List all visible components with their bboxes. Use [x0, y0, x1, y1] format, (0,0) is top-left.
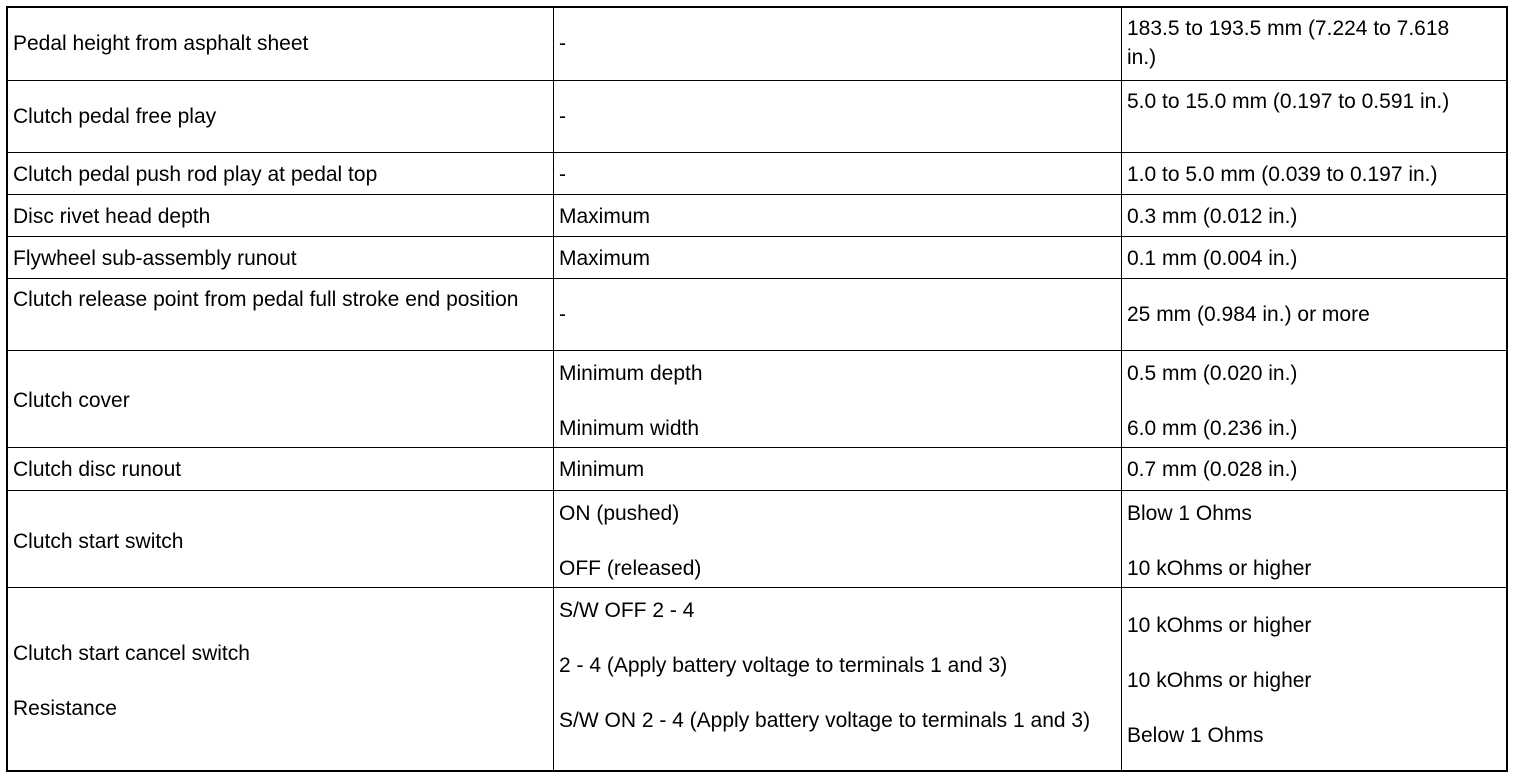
value-cell — [1122, 81, 1506, 152]
condition-text: Maximum — [559, 247, 651, 270]
value-cell — [1122, 588, 1506, 770]
table-row — [8, 194, 1506, 236]
table-row — [8, 587, 1506, 770]
value-cell — [1122, 279, 1506, 350]
table-row — [8, 447, 1506, 490]
item-cell — [8, 8, 554, 80]
condition-cell — [554, 195, 1122, 236]
table-row — [8, 236, 1506, 278]
value-cell — [1122, 195, 1506, 236]
value-text: 10 kOhms or higher — [1127, 557, 1312, 580]
condition-cell — [554, 153, 1122, 194]
item-text: Clutch disc runout — [13, 458, 182, 481]
value-text: 10 kOhms or higher — [1127, 669, 1312, 692]
condition-text: S/W OFF 2 - 4 — [559, 599, 695, 622]
table-row — [8, 490, 1506, 587]
condition-text: Minimum depth — [559, 362, 703, 385]
item-text: Disc rivet head depth — [13, 205, 211, 228]
condition-text: OFF (released) — [559, 557, 702, 580]
value-text: 0.7 mm (0.028 in.) — [1127, 458, 1298, 481]
table-row — [8, 152, 1506, 194]
value-cell — [1122, 351, 1506, 447]
value-text: 25 mm (0.984 in.) or more — [1127, 303, 1370, 326]
value-text: Below 1 Ohms — [1127, 724, 1264, 747]
value-text: 6.0 mm (0.236 in.) — [1127, 417, 1298, 440]
table-row — [8, 278, 1506, 350]
condition-text: - — [559, 105, 566, 128]
item-text: Flywheel sub-assembly runout — [13, 247, 297, 270]
condition-text: Minimum width — [559, 417, 700, 440]
table-row — [8, 80, 1506, 152]
value-text: 1.0 to 5.0 mm (0.039 to 0.197 in.) — [1127, 163, 1438, 186]
condition-text: - — [559, 32, 566, 55]
item-text: Clutch pedal push rod play at pedal top — [13, 163, 378, 186]
specification-table — [6, 6, 1508, 772]
item-cell — [8, 153, 554, 194]
item-text: Pedal height from asphalt sheet — [13, 32, 309, 55]
value-text: Blow 1 Ohms — [1127, 502, 1252, 525]
item-text: Clutch release point from pedal full stroke end position — [13, 288, 519, 311]
condition-text: 2 - 4 (Apply battery voltage to terminals 1 and 3) — [559, 654, 1008, 677]
value-cell — [1122, 153, 1506, 194]
item-cell — [8, 279, 554, 350]
value-text: 0.3 mm (0.012 in.) — [1127, 205, 1298, 228]
condition-text: - — [559, 303, 566, 326]
condition-text: Minimum — [559, 458, 645, 481]
value-text: 5.0 to 15.0 mm (0.197 to 0.591 in.) — [1127, 90, 1450, 113]
condition-cell — [554, 491, 1122, 587]
value-cell — [1122, 8, 1506, 80]
value-text: 0.5 mm (0.020 in.) — [1127, 362, 1298, 385]
item-cell — [8, 81, 554, 152]
item-cell — [8, 195, 554, 236]
condition-text: S/W ON 2 - 4 (Apply battery voltage to terminals 1 and 3) — [559, 709, 1091, 732]
item-sub-text: Resistance — [13, 697, 117, 720]
value-text: 0.1 mm (0.004 in.) — [1127, 247, 1298, 270]
condition-cell — [554, 81, 1122, 152]
condition-cell — [554, 351, 1122, 447]
item-cell — [8, 237, 554, 278]
condition-cell — [554, 279, 1122, 350]
item-cell — [8, 588, 554, 770]
table-row — [8, 350, 1506, 447]
item-cell — [8, 491, 554, 587]
item-text: Clutch cover — [13, 389, 130, 412]
item-cell — [8, 351, 554, 447]
item-text: Clutch start cancel switch — [13, 642, 250, 665]
condition-text: ON (pushed) — [559, 502, 680, 525]
value-text: 183.5 to 193.5 mm (7.224 to 7.618 in.) — [1127, 17, 1450, 69]
value-cell — [1122, 448, 1506, 490]
table-row — [8, 8, 1506, 80]
condition-cell — [554, 8, 1122, 80]
condition-text: Maximum — [559, 205, 651, 228]
item-cell — [8, 448, 554, 490]
condition-cell — [554, 588, 1122, 770]
condition-cell — [554, 448, 1122, 490]
item-text: Clutch pedal free play — [13, 105, 217, 128]
value-text: 10 kOhms or higher — [1127, 614, 1312, 637]
value-cell — [1122, 237, 1506, 278]
condition-cell — [554, 237, 1122, 278]
item-text: Clutch start switch — [13, 530, 184, 553]
value-cell — [1122, 491, 1506, 587]
condition-text: - — [559, 163, 566, 186]
